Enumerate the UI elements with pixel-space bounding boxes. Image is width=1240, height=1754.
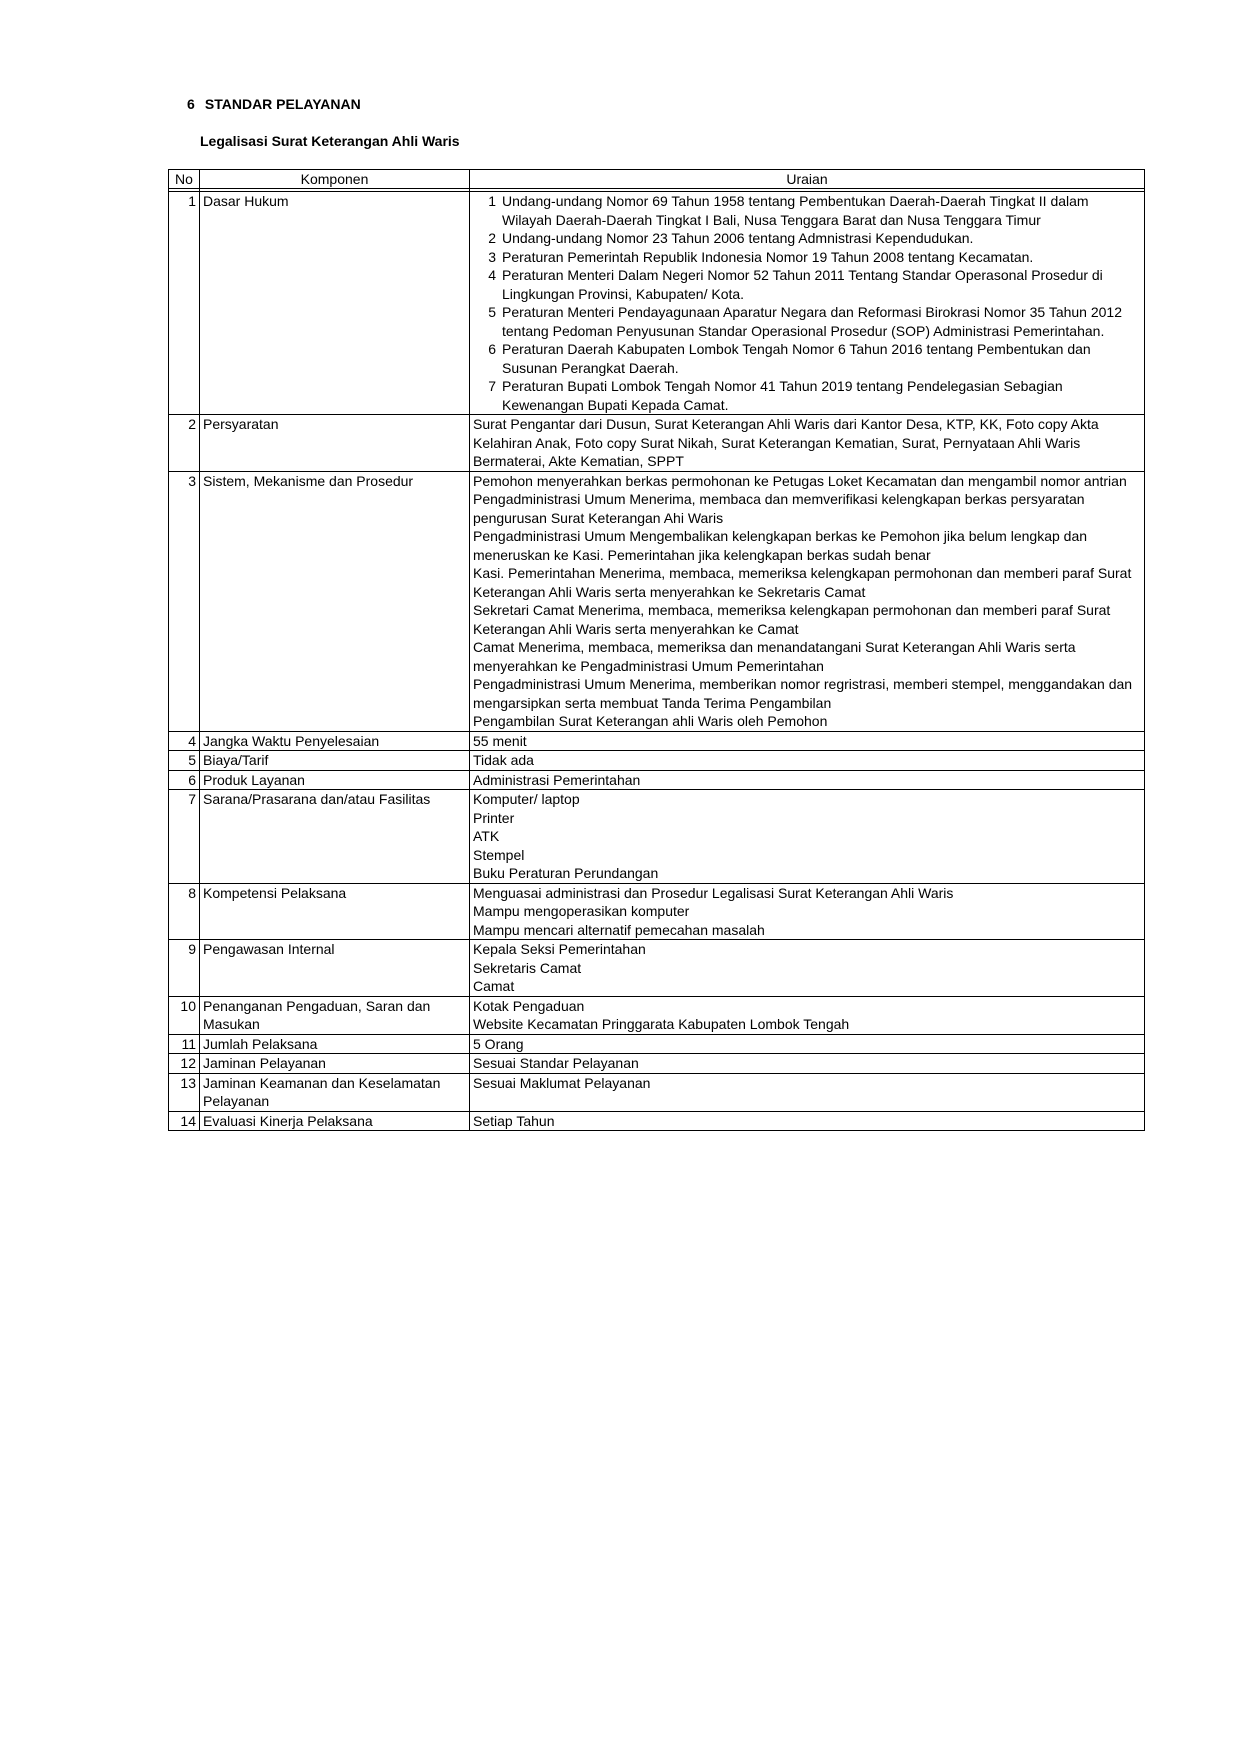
row-number: 3	[169, 471, 200, 731]
row-number: 9	[169, 940, 200, 997]
uraian-line: ATK	[473, 828, 500, 844]
legal-basis-number: 5	[488, 304, 496, 320]
row-number: 4	[169, 731, 200, 751]
uraian-line: Buku Peraturan Perundangan	[473, 865, 659, 881]
heading-text: STANDAR PELAYANAN	[204, 96, 361, 112]
row-komponen: Produk Layanan	[200, 770, 470, 790]
table-row	[169, 1054, 1145, 1074]
table-row	[169, 415, 1145, 472]
uraian-line: 5 Orang	[473, 1035, 524, 1052]
row-komponen: Jaminan Pelayanan	[200, 1054, 470, 1074]
row-komponen: Persyaratan	[200, 415, 470, 472]
header-no: No	[169, 170, 200, 189]
uraian-line: Sekretari Camat Menerima, membaca, memeriksa kelengkapan permohonan dan memberi paraf Surat Keterangan Ahli Waris serta menyerahkan ke Camat	[473, 602, 1111, 637]
uraian-line: Sesuai Maklumat Pelayanan	[473, 1074, 651, 1091]
uraian-line: Kasi. Pemerintahan Menerima, membaca, memeriksa kelengkapan permohonan dan memberi paraf Surat Keterangan Ahli Waris serta menyerahkan ke Sekretaris Camat	[473, 565, 1132, 600]
row-number: 10	[169, 996, 200, 1034]
row-uraian	[470, 940, 1145, 997]
uraian-line: Kotak Pengaduan	[473, 997, 585, 1014]
row-komponen: Biaya/Tarif	[200, 751, 470, 771]
row-komponen: Kompetensi Pelaksana	[200, 883, 470, 940]
row-komponen: Pengawasan Internal	[200, 940, 470, 997]
legal-basis-item	[477, 192, 1141, 229]
heading-number: 6	[187, 96, 195, 112]
legal-basis-text: Peraturan Daerah Kabupaten Lombok Tengah Nomor 6 Tahun 2016 tentang Pembentukan dan Susunan Perangkat Daerah.	[502, 341, 1091, 376]
uraian-line: Kepala Seksi Pemerintahan	[473, 941, 646, 957]
table-row	[169, 471, 1145, 731]
uraian-line: Printer	[473, 809, 515, 826]
row-number: 8	[169, 883, 200, 940]
uraian-line: Camat Menerima, membaca, memeriksa dan menandatangani Surat Keterangan Ahli Waris serta menyerahkan ke Pengadministrasi Umum Pemerintahan	[473, 639, 1076, 674]
uraian-line: Camat	[473, 978, 515, 994]
uraian-line: Surat Pengantar dari Dusun, Surat Keterangan Ahli Waris dari Kantor Desa, KTP, KK, Foto copy Akta Kelahiran Anak, Foto copy Surat Nikah, Surat Keterangan Kematian, Surat, Pernyataan Ahli Waris Bermaterai, Akte Kematian, SPPT	[473, 416, 1099, 469]
table-row	[169, 770, 1145, 790]
table-row	[169, 1111, 1145, 1131]
table-row	[169, 1073, 1145, 1111]
header-uraian: Uraian	[470, 170, 1145, 189]
uraian-line: Pengadministrasi Umum Menerima, membaca dan memverifikasi kelengkapan berkas persyaratan pengurusan Surat Keterangan Ahi Waris	[473, 491, 1085, 526]
row-komponen: Penanganan Pengaduan, Saran dan Masukan	[200, 996, 470, 1034]
legal-basis-text: Peraturan Menteri Pendayagunaan Aparatur Negara dan Reformasi Birokrasi Nomor 35 Tahun 2012 tentang Pedoman Penyusunan Standar Operasional Prosedur (SOP) Administrasi Pemerintahan.	[502, 304, 1122, 339]
table-row	[169, 940, 1145, 997]
row-komponen: Dasar Hukum	[200, 192, 470, 415]
table-row	[169, 790, 1145, 884]
legal-basis-text: Undang-undang Nomor 69 Tahun 1958 tentang Pembentukan Daerah-Daerah Tingkat II dalam Wilayah Daerah-Daerah Tingkat I Bali, Nusa Tenggara Barat dan Nusa Tenggara Timur	[502, 193, 1089, 228]
uraian-line: Pengadministrasi Umum Menerima, memberikan nomor regristrasi, memberi stempel, menggandakan dan mengarsipkan serta membuat Tanda Terima Pengambilan	[473, 676, 1133, 711]
uraian-line: 55 menit	[473, 732, 527, 749]
legal-basis-number: 2	[488, 230, 496, 246]
row-uraian	[470, 1111, 1145, 1131]
row-komponen: Jangka Waktu Penyelesaian	[200, 731, 470, 751]
legal-basis-number: 4	[488, 267, 496, 283]
row-number: 6	[169, 770, 200, 790]
legal-basis-item	[477, 377, 1141, 414]
row-number: 7	[169, 790, 200, 884]
row-number: 5	[169, 751, 200, 771]
uraian-line: Website Kecamatan Pringgarata Kabupaten Lombok Tengah	[473, 1016, 850, 1032]
row-komponen: Jaminan Keamanan dan Keselamatan Pelayanan	[200, 1073, 470, 1111]
row-number: 11	[169, 1034, 200, 1054]
uraian-line: Pemohon menyerahkan berkas permohonan ke Petugas Loket Kecamatan dan mengambil nomor antrian	[473, 472, 1127, 489]
header-komponen: Komponen	[200, 170, 470, 189]
uraian-line: Pengambilan Surat Keterangan ahli Waris oleh Pemohon	[473, 713, 828, 729]
row-number: 1	[169, 192, 200, 415]
legal-basis-item	[477, 303, 1141, 340]
legal-basis-text: Peraturan Menteri Dalam Negeri Nomor 52 Tahun 2011 Tentang Standar Operasonal Prosedur di Lingkungan Provinsi, Kabupaten/ Kota.	[502, 267, 1103, 302]
row-komponen: Sarana/Prasarana dan/atau Fasilitas	[200, 790, 470, 884]
legal-basis-number: 1	[488, 193, 496, 209]
table-row	[169, 751, 1145, 771]
table-row	[169, 1034, 1145, 1054]
uraian-line: Setiap Tahun	[473, 1112, 555, 1129]
row-uraian	[470, 471, 1145, 731]
uraian-line: Sesuai Standar Pelayanan	[473, 1055, 639, 1071]
uraian-line: Stempel	[473, 846, 525, 863]
row-uraian	[470, 751, 1145, 771]
row-uraian	[470, 770, 1145, 790]
legal-basis-number: 6	[488, 341, 496, 357]
uraian-line: Administrasi Pemerintahan	[473, 771, 641, 788]
uraian-line: Sekretaris Camat	[473, 959, 582, 976]
row-komponen: Evaluasi Kinerja Pelaksana	[200, 1111, 470, 1131]
uraian-line: Menguasai administrasi dan Prosedur Legalisasi Surat Keterangan Ahli Waris	[473, 884, 954, 901]
uraian-line: Tidak ada	[473, 752, 534, 768]
legal-basis-number: 3	[488, 248, 496, 265]
table-row	[169, 996, 1145, 1034]
legal-basis-item	[477, 248, 1141, 267]
uraian-line: Mampu mencari alternatif pemecahan masalah	[473, 921, 765, 938]
table-row	[169, 883, 1145, 940]
row-komponen: Sistem, Mekanisme dan Prosedur	[200, 471, 470, 731]
row-uraian	[470, 1034, 1145, 1054]
row-uraian	[470, 996, 1145, 1034]
legal-basis-number: 7	[488, 378, 496, 394]
legal-basis-text: Undang-undang Nomor 23 Tahun 2006 tentang Admnistrasi Kependudukan.	[502, 230, 974, 246]
document-subtitle: Legalisasi Surat Keterangan Ahli Waris	[200, 133, 460, 149]
row-uraian	[470, 883, 1145, 940]
table-header-row	[169, 170, 1145, 189]
standard-table	[168, 169, 1145, 1131]
legal-basis-item	[477, 229, 1141, 248]
row-komponen: Jumlah Pelaksana	[200, 1034, 470, 1054]
table-row	[169, 731, 1145, 751]
row-number: 13	[169, 1073, 200, 1111]
row-uraian	[470, 1073, 1145, 1111]
table-row	[169, 192, 1145, 415]
row-uraian	[470, 192, 1145, 415]
row-uraian	[470, 1054, 1145, 1074]
page-title	[187, 96, 361, 112]
uraian-line: Pengadministrasi Umum Mengembalikan kelengkapan berkas ke Pemohon jika belum lengkap dan meneruskan ke Kasi. Pemerintahan jika kelengkapan berkas sudah benar	[473, 528, 1088, 563]
row-uraian	[470, 415, 1145, 472]
uraian-line: Komputer/ laptop	[473, 791, 580, 807]
row-uraian	[470, 790, 1145, 884]
legal-basis-text: Peraturan Pemerintah Republik Indonesia Nomor 19 Tahun 2008 tentang Kecamatan.	[502, 248, 1034, 265]
uraian-line: Mampu mengoperasikan komputer	[473, 903, 690, 919]
row-uraian	[470, 731, 1145, 751]
row-number: 12	[169, 1054, 200, 1074]
legal-basis-item	[477, 266, 1141, 303]
row-number: 14	[169, 1111, 200, 1131]
legal-basis-text: Peraturan Bupati Lombok Tengah Nomor 41 Tahun 2019 tentang Pendelegasian Sebagian Kewenangan Bupati Kepada Camat.	[502, 378, 1063, 413]
row-number: 2	[169, 415, 200, 472]
legal-basis-item	[477, 340, 1141, 377]
